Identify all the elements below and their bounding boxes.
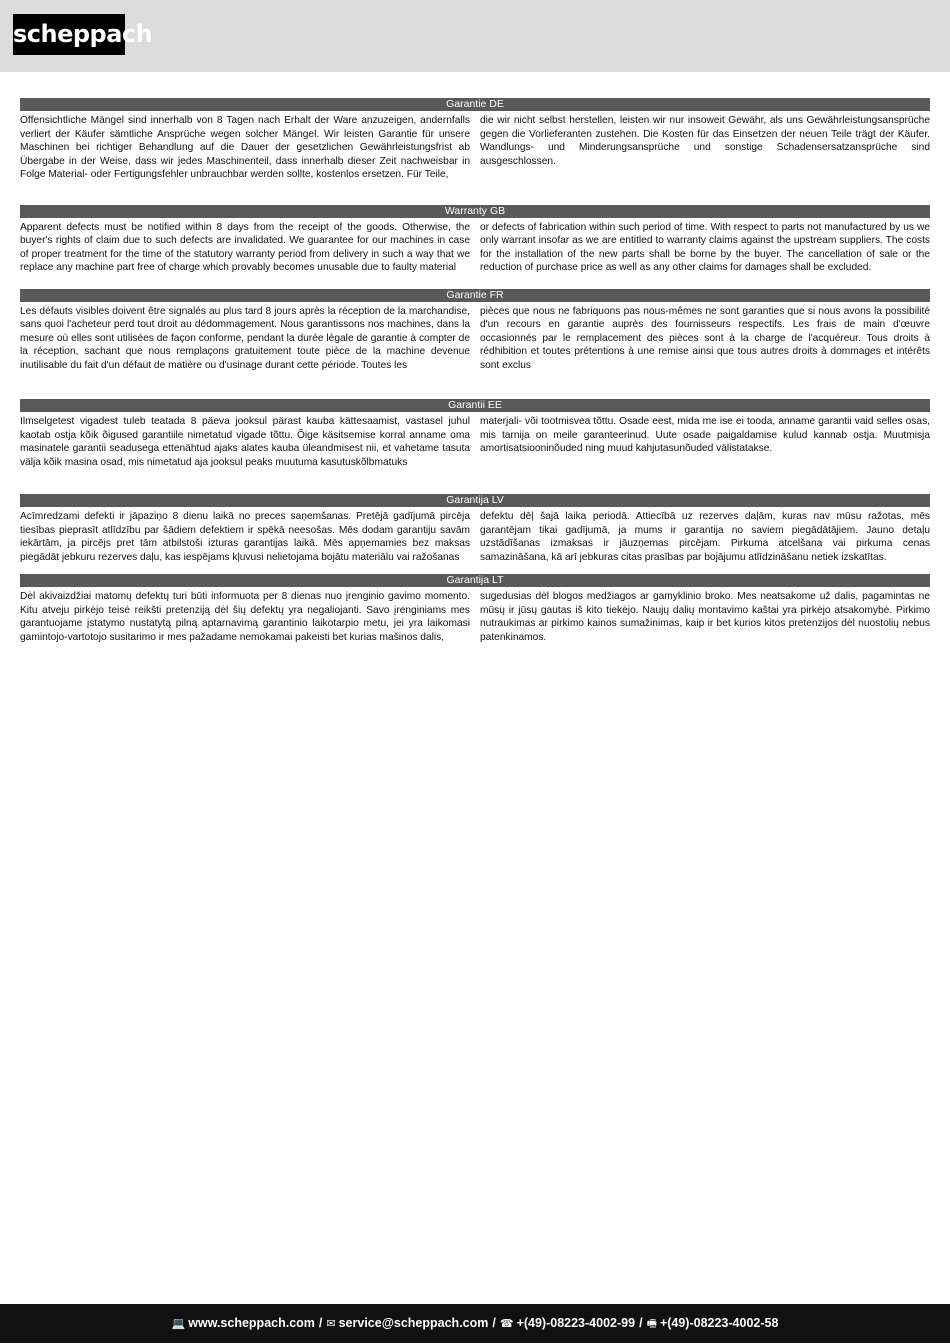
section-title: Garantie FR [20, 289, 930, 302]
section-body [20, 415, 930, 469]
text-column-left: Ilmselgetest vigadest tuleb teatada 8 päeva jooksul pärast kauba kättesaamist, vastasel juhul kaotab ostja kõik õigused garantiile nimetatud vigade tõttu. Õige käsitsemise korral anname oma masinatele garantii seadusega ettenähtud ajaks alates kauba üleandmisest nii, et vahetame tasuta välja kõik masina osad, mis nimetatud aja jooksul peaks muutuma kasutuskõlbmatuks [20, 416, 470, 468]
text-column-right: or defects of fabrication within such period of time. With respect to parts not manufactured by us we only warrant insofar as we are entitled to warranty claims against the upstream suppliers. The costs for the installation of the new parts shall be borne by the buyer. The cancellation of sale or the reduction of purchase price as well as any other claims for damages shall be excluded. [480, 221, 930, 273]
section-title: Garantii EE [20, 399, 930, 412]
header-band [0, 0, 950, 72]
section-body [20, 221, 930, 275]
email-link[interactable]: service@scheppach.com [338, 1316, 489, 1330]
text-column-right: materjali- või tootmisvea tõttu. Osade eest, mida me ise ei tooda, anname garantii vaid selles osas, mis tarnija on meile garanteerinud. Uute osade paigaldamise kulud kannab ostja. Muutmisja amortisatsiooninõuded ning muud kahjutasunõuded välistatakse. [480, 416, 930, 454]
text-column-left: Offensichtliche Mängel sind innerhalb von 8 Tagen nach Erhalt der Ware anzuzeigen, andernfalls verliert der Käufer sämtliche Ansprüche wegen solcher Mängel. Wir leisten Garantie für unsere Maschinen bei richtiger Behandlung auf die Dauer der gesetzlichen Gewährleistungsfrist ab Übergabe in der Weise, dass wir jedes Maschinenteil, dass innerhalb dieser Zeit nachweisbar in Folge Material- oder Fertigungsfehler unbrauchbar werden sollte, kostenlos ersetzen. Für Teile, [20, 115, 470, 180]
warranty-content [20, 98, 930, 644]
text-column-right: defektu dēļ šajā laika periodā. Attiecībā uz rezerves daļām, kuras nav mūsu ražotas, mēs garantējam tikai gadījumā, ja mums ir garantija no saviem piegādātājiem. Jauno detaļu uzstādīšanas izmaksas ir jāuzņemas pircējam. Pirkuma atcelšana vai pirkuma cenas samazināšana, kā arī jebkuras citas prasības par bojājumu atlīdzināšanu netiek izskatītas. [480, 511, 930, 563]
section-title: Warranty GB [20, 205, 930, 218]
section-body [20, 590, 930, 644]
section-warranty-gb [20, 205, 930, 275]
telephone-icon: ☎ [499, 1318, 514, 1330]
section-title: Garantie DE [20, 98, 930, 111]
phone-number: +(49)-08223-4002-99 [516, 1316, 636, 1330]
section-garantii-ee [20, 399, 930, 469]
computer-icon: 💻 [171, 1318, 186, 1330]
section-title: Garantija LT [20, 574, 930, 587]
section-garantie-fr [20, 289, 930, 373]
section-garantie-de [20, 98, 930, 182]
envelope-icon: ✉ [326, 1318, 336, 1330]
brand-logo: scheppach [13, 14, 125, 55]
text-column-right: sugedusias dėl blogos medžiagos ar gamyklinio broko. Mes neatsakome už dalis, pagamintas ne mūsų ir jūsų gautas iš kito tiekėjo. Naujų dalių montavimo kaštai yra pirkėjo atsakomybė. Pirkimo nutraukimas ar pirkimo kainos sumažinimas, kaip ir bet kurios kitos pretenzijos dėl nuostolių nebus patenkinamos. [480, 591, 930, 643]
section-title: Garantija LV [20, 494, 930, 507]
section-garantija-lt [20, 574, 930, 644]
text-column-right: pièces que nous ne fabriquons pas nous-mêmes ne sont garanties que si nous avons la possibilité d'un recours en garantie auprès des fournisseurs respectifs. Les frais de main d'œuvre occasionnés par le remplacement des pièces sont à la charge de l'acquéreur. Tous droits à rédhibition et toutes prétentions à une remise ainsi que tous autres droits à dommages et intérêts sont exclus [480, 305, 930, 371]
text-column-left: Apparent defects must be notified within 8 days from the receipt of the goods. Otherwise, the buyer's rights of claim due to such defects are invalidated. We guarantee for our machines in case of proper treatment for the time of the statutory warranty period from delivery in such a way that we replace any machine part free of charge which provably becomes unusable due to faulty material [20, 221, 470, 273]
website-link[interactable]: www.scheppach.com [188, 1316, 315, 1330]
fax-number: +(49)-08223-4002-58 [659, 1316, 779, 1330]
text-column-left: Acīmredzami defekti ir jāpaziņo 8 dienu laikā no preces saņemšanas. Pretējā gadījumā pircēja tiesības pieprasīt atlīdzību par šādiem defektiem ir spēkā neesošas. Mēs dodam garantiju savām iekārtām, ja pircējs pret tām atbilstoši izturas garantijas laikā. Mēs apņemamies bez maksas piegādāt jebkuru rezerves daļu, kas iespējams kļuvusi nelietojama bojātu materiālu vai ražošanas [20, 511, 470, 563]
section-body [20, 114, 930, 182]
text-column-left: Les défauts visibles doivent être signalés au plus tard 8 jours après la réception de la marchandise, sans quoi l'acheteur perd tout droit au dédommagement. Nous garantissons nos machines, dans la mesure où elles sont utilisées de façon conforme, pendant la durée légale de garantie à compter de la réception, sachant que nous remplaçons gratuitement toute pièce de la machine devenue inutilisable du fait d'un défaut de matière ou d'usinage durant cette période. Toutes les [20, 305, 470, 371]
section-body [20, 510, 930, 564]
fax-icon: 🖷 [646, 1318, 657, 1330]
footer-separator: / [492, 1316, 496, 1330]
contact-footer [0, 1304, 950, 1343]
text-column-right: die wir nicht selbst herstellen, leisten wir nur insoweit Gewähr, als uns Gewährleistungsansprüche gegen die Vorlieferanten zustehen. Die Kosten für das Einsetzen der neuen Teile trägt der Käufer. Wandlungs- und Minderungsansprüche und sonstige Schadensersatzansprüche sind ausgeschlossen. [480, 115, 930, 167]
text-column-left: Dėl akivaizdžiai matomų defektų turi būti informuota per 8 dienas nuo įrenginio gavimo momento. Kitu atveju pirkėjo teisė reikšti pretenziją dėl šių defektų yra negaliojanti. Savo įrenginiams mes garantuojame įstatymo nustatytą pilną aptarnavimą garantinio laikotarpio metu, jei yra laikomasi gamintojo-vartotojo susitarimo ir mes pažadame nemokamai pakeisti bet kurias mašinos dalis, [20, 591, 470, 643]
footer-separator: / [639, 1316, 643, 1330]
section-garantija-lv [20, 494, 930, 564]
section-body [20, 305, 930, 373]
footer-separator: / [318, 1316, 323, 1330]
